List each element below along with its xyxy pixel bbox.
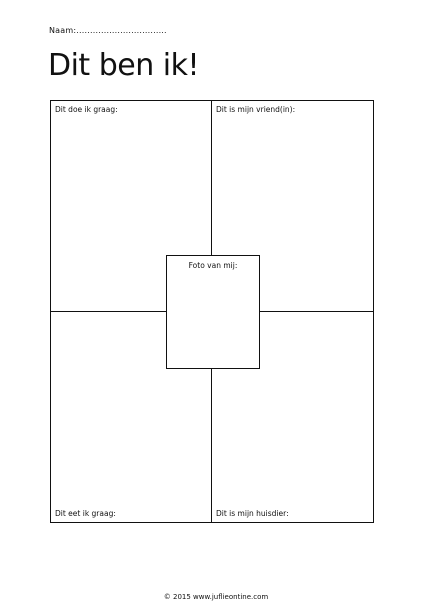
quadrant-friend-label: Dit is mijn vriend(in): bbox=[216, 105, 296, 114]
photo-box[interactable] bbox=[166, 255, 260, 369]
quadrant-pet-label: Dit is mijn huisdier: bbox=[216, 509, 289, 518]
quadrant-hobbies-label: Dit doe ik graag: bbox=[55, 105, 118, 114]
worksheet-grid bbox=[50, 100, 374, 523]
name-field-label: Naam:................................. bbox=[49, 26, 167, 35]
page-title: Dit ben ik! bbox=[48, 48, 200, 83]
footer-copyright: © 2015 www.juflieontine.com bbox=[163, 593, 269, 601]
quadrant-food-label: Dit eet ik graag: bbox=[55, 509, 116, 518]
photo-box-label: Foto van mij: bbox=[188, 261, 238, 270]
